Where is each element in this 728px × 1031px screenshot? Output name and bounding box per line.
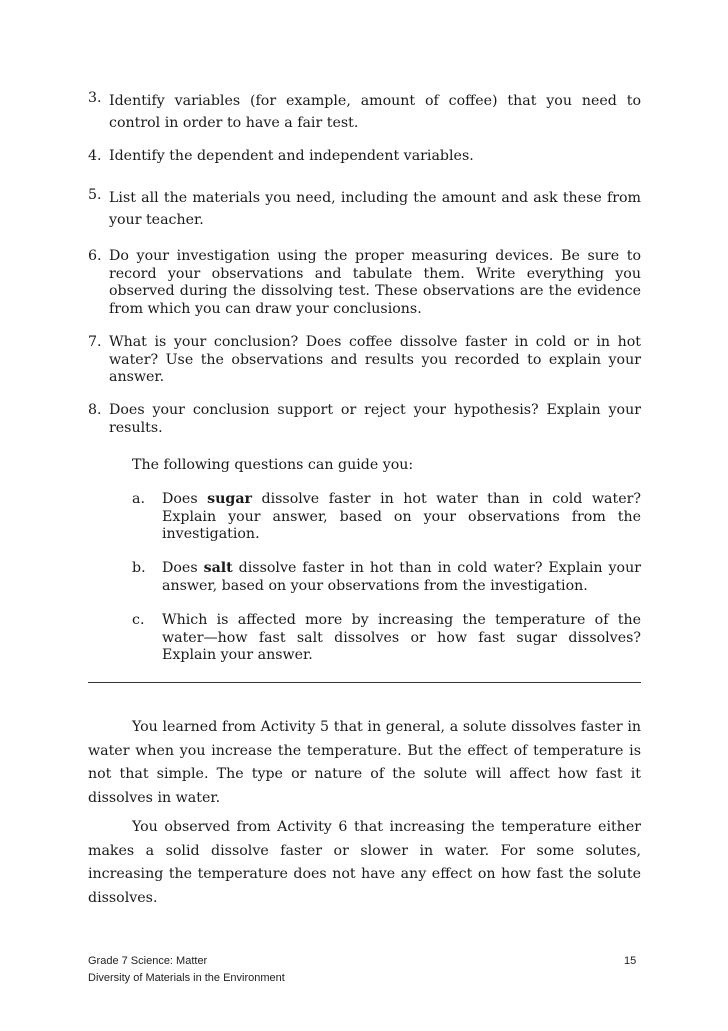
list-item-7 [88,334,641,387]
list-text: Does your conclusion support or reject your hypothesis? Explain your results. [109,402,641,436]
list-number: 8. [88,402,102,418]
list-text: Identify variables (for example, amount of coffee) that you need to control in order to have a fair test. [109,93,641,131]
list-number: 3. [88,90,102,106]
footer-unit-title: Diversity of Materials in the Environment [88,972,285,984]
guide-intro: The following questions can guide you: [132,457,414,473]
list-text: What is your conclusion? Does coffee dissolve faster in cold or in hot water? Use the observations and results you recorded to explain your answer. [109,334,641,386]
list-number: 6. [88,248,102,264]
list-text: Do your investigation using the proper measuring devices. Be sure to record your observations and tabulate them. Write everything you observed during the dissolving test. These observations are the evidence from which you can draw your conclusions. [109,248,641,317]
paragraph-activity-6: You observed from Activity 6 that increasing the temperature either makes a solid dissolve faster or slower in water. For some solutes, increasing the temperature does not have any effect on how fast the solute dissolves. [88,819,641,906]
list-item-8 [88,402,641,437]
list-item-4 [88,148,641,166]
sub-text: Does sugar dissolve faster in hot water than in cold water? Explain your answer, based on your observations from the investigation. [162,491,641,543]
sub-question-b [132,560,641,595]
sub-text: Which is affected more by increasing the temperature of the water—how fast salt dissolves or how fast sugar dissolves? Explain your answer. [162,612,641,664]
page-number: 15 [624,955,637,967]
sub-letter: c. [132,612,145,628]
list-number: 7. [88,334,102,350]
footer-course-title: Grade 7 Science: Matter [88,955,208,967]
sub-letter: a. [132,491,145,507]
sub-question-a [132,491,641,544]
list-item-6 [88,248,641,318]
keyword-salt: salt [203,560,233,576]
keyword-sugar: sugar [207,491,252,507]
list-item-5 [88,187,641,231]
list-text: Identify the dependent and independent variables. [109,148,474,164]
list-item-3 [88,90,641,134]
paragraph-activity-5: You learned from Activity 5 that in general, a solute dissolves faster in water when you increase the temperature. But the effect of temperature is not that simple. The type or nature of the solute will affect how fast it dissolves in water. [88,719,641,806]
list-number: 5. [88,187,102,203]
section-divider [88,682,641,683]
sub-question-c [132,612,641,665]
sub-letter: b. [132,560,146,576]
sub-text: Does salt dissolve faster in hot than in cold water? Explain your answer, based on your observations from the investigation. [162,560,641,594]
list-text: List all the materials you need, including the amount and ask these from your teacher. [109,190,641,228]
list-number: 4. [88,148,102,164]
